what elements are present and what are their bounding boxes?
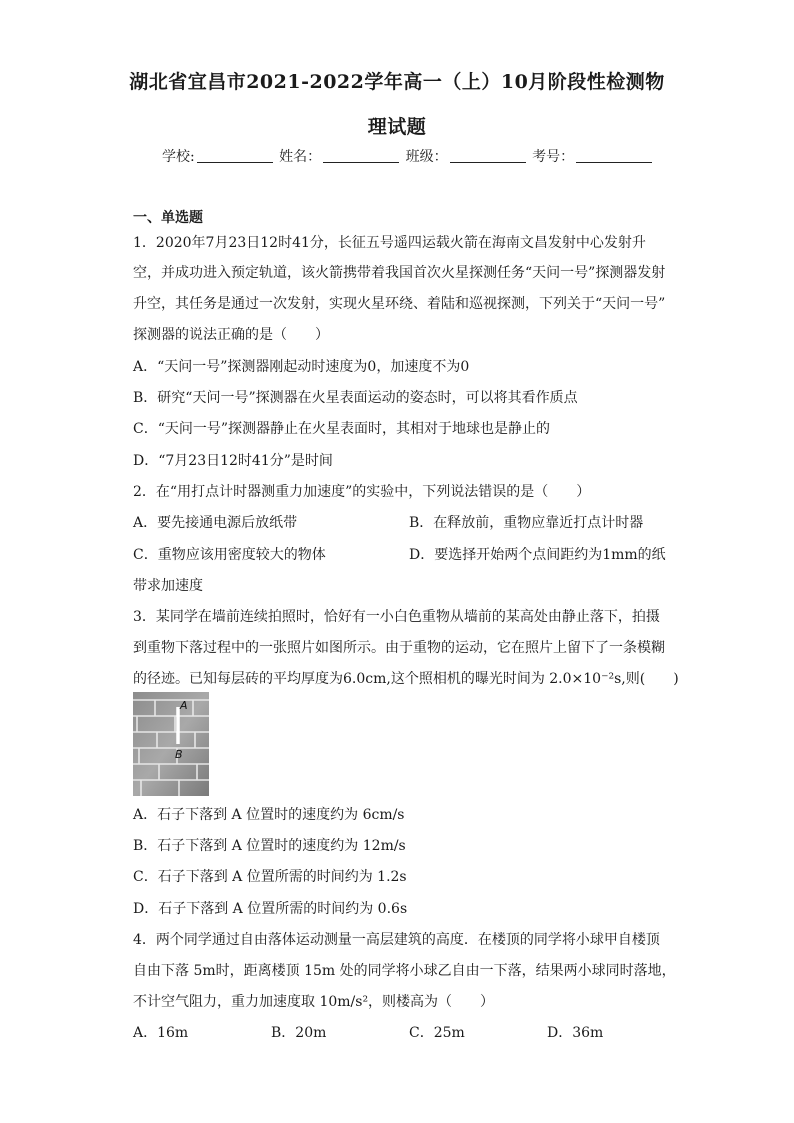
q2-stem: 2．在“用打点计时器测重力加速度”的实验中，下列说法错误的是（ ） bbox=[133, 484, 591, 500]
q2-option-c: C．重物应该用密度较大的物体 bbox=[133, 547, 326, 563]
q2-option-b: B．在释放前，重物应靠近打点计时器 bbox=[409, 515, 644, 531]
exam-number-label: 考号： bbox=[532, 149, 575, 165]
q4-stem-line-1: 4．两个同学通过自由落体运动测量一高层建筑的高度．在楼顶的同学将小球甲自楼顶 bbox=[133, 932, 660, 948]
q1-stem-line-2: 空，并成功进入预定轨道，该火箭携带着我国首次火星探测任务“天问一号”探测器发射 bbox=[133, 265, 666, 281]
school-label: 学校: bbox=[162, 149, 195, 165]
point-b-label: B bbox=[175, 748, 183, 761]
q4-option-d: D．36m bbox=[547, 1025, 604, 1041]
q4-stem-line-3: 不计空气阻力，重力加速度取 10m/s²，则楼高为（ ） bbox=[133, 994, 495, 1010]
exam-title-line-2: 理试题 bbox=[367, 116, 427, 138]
exam-title-line-1: 湖北省宜昌市2021-2022学年高一（上）10月阶段性检测物 bbox=[129, 71, 665, 93]
brick-wall-photo bbox=[133, 692, 209, 796]
name-label: 姓名： bbox=[279, 149, 322, 165]
q3-option-b: B．石子下落到 A 位置时的速度约为 12m/s bbox=[133, 838, 406, 854]
name-blank[interactable] bbox=[323, 148, 399, 163]
q3-option-c: C．石子下落到 A 位置所需的时间约为 1.2s bbox=[133, 869, 407, 885]
q3-stem-line-3: 的径迹。已知每层砖的平均厚度为6.0cm,这个照相机的曝光时间为 2.0×10⁻²s,则( ) bbox=[133, 671, 679, 687]
q4-option-a: A．16m bbox=[133, 1025, 189, 1041]
q1-option-d: D．“7月23日12时41分”是时间 bbox=[133, 453, 333, 469]
q4-option-c: C．25m bbox=[409, 1025, 465, 1041]
q3-option-a: A．石子下落到 A 位置时的速度约为 6cm/s bbox=[133, 807, 405, 823]
class-blank[interactable] bbox=[450, 148, 526, 163]
q3-option-d: D．石子下落到 A 位置所需的时间约为 0.6s bbox=[133, 901, 408, 917]
section-heading: 一、单选题 bbox=[133, 210, 203, 226]
q2-option-d: D．要选择开始两个点间距约为1mm的纸 bbox=[409, 547, 666, 563]
q1-stem-line-3: 升空，其任务是通过一次发射，实现火星环绕、着陆和巡视探测，下列关于“天问一号” bbox=[133, 296, 666, 312]
q3-stem-line-1: 3．某同学在墙前连续拍照时，恰好有一小白色重物从墙前的某高处由静止落下，拍摄 bbox=[133, 609, 660, 625]
q1-stem-line-4: 探测器的说法正确的是（ ） bbox=[133, 327, 329, 343]
student-info-row bbox=[162, 146, 654, 166]
class-label: 班级： bbox=[405, 149, 448, 165]
q1-option-a: A．“天问一号”探测器刚起动时速度为0，加速度不为0 bbox=[133, 359, 470, 375]
q2-option-d-continued: 带求加速度 bbox=[133, 578, 203, 594]
q2-option-a: A．要先接通电源后放纸带 bbox=[133, 515, 298, 531]
point-a-label: A bbox=[180, 699, 188, 712]
q4-option-b: B．20m bbox=[271, 1025, 327, 1041]
school-blank[interactable] bbox=[197, 148, 273, 163]
q1-option-c: C．“天问一号”探测器静止在火星表面时，其相对于地球也是静止的 bbox=[133, 421, 551, 437]
q1-option-b: B．研究“天问一号”探测器在火星表面运动的姿态时，可以将其看作质点 bbox=[133, 390, 578, 406]
exam-number-blank[interactable] bbox=[576, 148, 652, 163]
q4-stem-line-2: 自由下落 5m时，距离楼顶 15m 处的同学将小球乙自由一下落，结果两小球同时落地， bbox=[133, 963, 676, 979]
q3-stem-line-2: 到重物下落过程中的一张照片如图所示。由于重物的运动，它在照片上留下了一条模糊 bbox=[133, 640, 665, 656]
q1-stem-line-1: 1．2020年7月23日12时41分，长征五号遥四运载火箭在海南文昌发射中心发射升 bbox=[133, 235, 646, 251]
